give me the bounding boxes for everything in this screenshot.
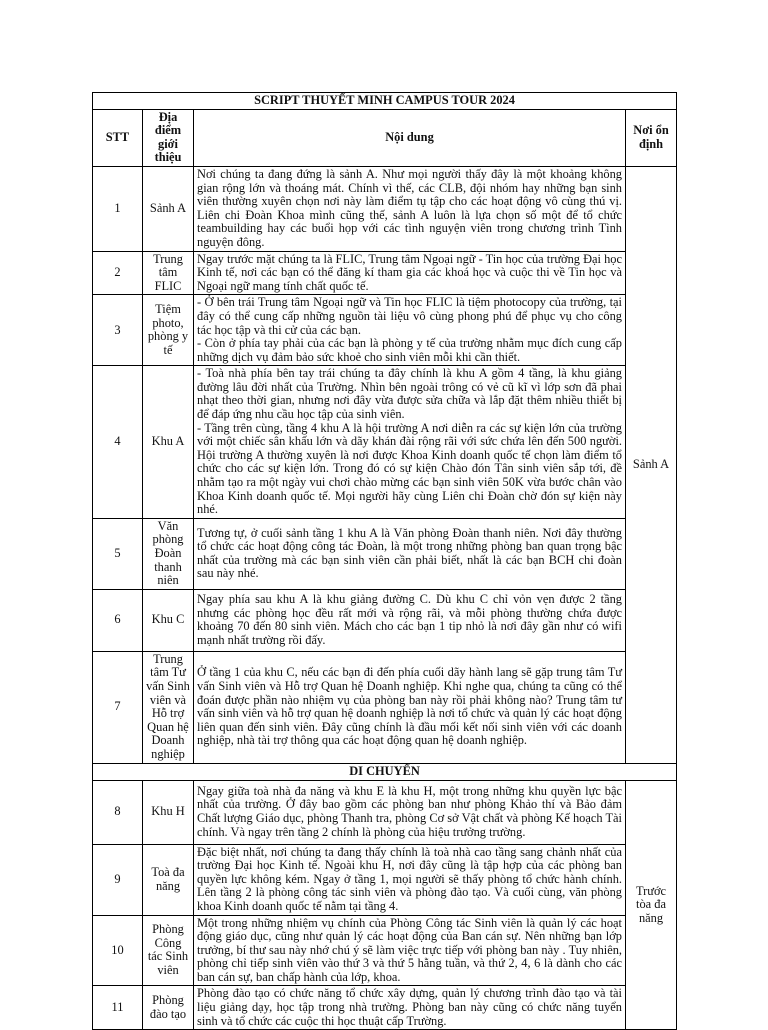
document-title: SCRIPT THUYẾT MINH CAMPUS TOUR 2024 bbox=[93, 93, 677, 110]
content-paragraph: - Toà nhà phía bên tay trái chúng ta đây chính là khu A gồm 4 tầng, là khu giảng đường lâu đời nhất của Trường. Nhìn bên ngoài trông có vẻ cũ kĩ vì lớp sơn đã phai nhạt theo thời gian, nhưng nơi đây vừa được sửa chữa và lắp đặt thêm nhiều thiết bị để đáp ứng nhu cầu học tập của sinh viên. bbox=[197, 366, 622, 422]
header-content: Nội dung bbox=[194, 109, 626, 166]
row-number: 3 bbox=[93, 295, 143, 366]
table-row bbox=[93, 166, 677, 251]
content-paragraph: - Ở bên trái Trung tâm Ngoại ngữ và Tin học FLIC là tiệm photocopy của trường, tại đây có thể cung cấp những nguồn tài liệu vô cùng phong phú để phục vụ cho công tác học tập và thi cử của các bạn. bbox=[197, 295, 622, 337]
row-place: Sảnh A bbox=[143, 166, 194, 251]
row-number: 10 bbox=[93, 915, 143, 986]
table-row bbox=[93, 518, 677, 589]
row-content bbox=[194, 651, 626, 763]
row-place: Khu A bbox=[143, 366, 194, 519]
row-number: 2 bbox=[93, 251, 143, 295]
table-row bbox=[93, 251, 677, 295]
row-place: Phòng đào tạo bbox=[143, 986, 194, 1030]
row-place: Khu H bbox=[143, 780, 194, 844]
header-place: Địa điểm giới thiệu bbox=[143, 109, 194, 166]
header-stt: STT bbox=[93, 109, 143, 166]
content-paragraph: Một trong những nhiệm vụ chính của Phòng Công tác Sinh viên là quản lý các hoạt động giáo dục, cũng như quản lý các hoạt động của Ban cán sự. Nên những bạn lớp trưởng, bí thư sau này nhớ chú ý sẽ làm việc trực tiếp với phòng ban này . Tuy nhiên, phòng chỉ tiếp sinh viên vào thứ 3 và thứ 5 hằng tuần, và thứ 2, 4, 6 là dành cho các ban cán sự, ban chấp hành của lớp, khoa. bbox=[197, 915, 622, 984]
row-content bbox=[194, 518, 626, 589]
row-place: Khu C bbox=[143, 589, 194, 651]
row-number: 5 bbox=[93, 518, 143, 589]
content-paragraph: Ngay trước mặt chúng ta là FLIC, Trung tâm Ngoại ngữ - Tin học của trường Đại học Kinh tế, nơi các bạn có thể đăng kí tham gia các khoá học và cuộc thi về Tin học và Ngoại ngữ mang tính chất quốc tế. bbox=[197, 251, 622, 293]
row-content bbox=[194, 295, 626, 366]
content-paragraph: Đặc biệt nhất, nơi chúng ta đang thấy chính là toà nhà cao tầng sang chảnh nhất của trường Đại học Kinh tế. Ngoài khu H, nơi đây cũng là tập hợp của các phòng ban quyền lực không kém. Ngay ở tầng 1, mọi người sẽ thấy phòng tổ chức hành chính. Lên tầng 2 là phòng công tác sinh viên và phòng đào tạo. Và cuối cùng, văn phòng khoa Kinh doanh quốc tế nằm tại tầng 4. bbox=[197, 844, 622, 913]
table-row bbox=[93, 915, 677, 986]
row-number: 1 bbox=[93, 166, 143, 251]
row-number: 11 bbox=[93, 986, 143, 1030]
content-paragraph: Nơi chúng ta đang đứng là sảnh A. Như mọi người thấy đây là một khoảng không gian rộng lớn và thoáng mát. Chính vì thế, các CLB, đội nhóm hay những bạn sinh viên thường xuyên chọn nơi này làm điểm tụ tập cho các hoạt động vô cùng thú vị. Liên chi Đoàn Khoa mình cũng thế, sảnh A luôn là lựa chọn số một để tổ chức teambuilding hay các buổi họp với các tình nguyện viên trong chương trình Tình nguyện đông. bbox=[197, 166, 622, 249]
content-paragraph: Ở tầng 1 của khu C, nếu các bạn đi đến phía cuối dãy hành lang sẽ gặp trung tâm Tư vấn Sinh viên và Hỗ trợ Quan hệ Doanh nghiệp. Khi nghe qua, chúng ta cũng có thể đoán được phần nào nhiệm vụ của phòng ban này rồi phải không nào? Trung tâm tư vấn sinh viên và hỗ trợ quan hệ doanh nghiệp là nơi tổ chức và quản lý các hoạt động liên quan đến sinh viên. Đây cũng chính là đầu mối kết nối sinh viên với các doanh nghiệp, nhà tài trợ thông qua các hoạt động quan hệ doanh nghiệp. bbox=[197, 665, 622, 748]
row-number: 6 bbox=[93, 589, 143, 651]
row-content bbox=[194, 915, 626, 986]
row-number: 7 bbox=[93, 651, 143, 763]
row-stop: Trước tòa đa năng bbox=[626, 780, 677, 1030]
content-paragraph: - Còn ở phía tay phải của các bạn là phòng y tế của trường nhằm mục đích cung cấp những dịch vụ đảm bảo sức khoẻ cho sinh viên mỗi khi cần thiết. bbox=[197, 336, 622, 364]
table-row bbox=[93, 844, 677, 915]
campus-tour-script-table bbox=[92, 92, 677, 1030]
row-place: Văn phòng Đoàn thanh niên bbox=[143, 518, 194, 589]
row-content bbox=[194, 366, 626, 519]
row-place: Tiệm photo, phòng y tế bbox=[143, 295, 194, 366]
header-stop: Nơi ổn định bbox=[626, 109, 677, 166]
row-stop: Sảnh A bbox=[626, 166, 677, 763]
content-paragraph: Ngay phía sau khu A là khu giảng đường C. Dù khu C chỉ vỏn vẹn được 2 tầng nhưng các phòng học đều rất mới và rộng rãi, và mỗi phòng thường chứa được khoảng 70 đến 80 sinh viên. Mách cho các bạn 1 tip nhỏ là nơi đây gần như có wifi mạnh nhất trường rồi đấy. bbox=[197, 592, 622, 647]
row-content bbox=[194, 844, 626, 915]
row-number: 9 bbox=[93, 844, 143, 915]
row-place: Toà đa năng bbox=[143, 844, 194, 915]
content-paragraph: - Tầng trên cùng, tầng 4 khu A là hội trường A nơi diễn ra các sự kiện lớn của trường với một chiếc sân khấu lớn và dãy khán đài rộng rãi với sức chứa lên đến 500 người. Hội trường A thường xuyên là nơi được Khoa Kinh doanh quốc tế chọn làm điểm tổ chức cho các sự kiện lớn. Trong đó có sự kiện Chào đón Tân sinh viên sắp tới, đề nhằm tạo ra một ngày vui chơi chào mừng các bạn sinh viên 50K vừa bước chân vào Khoa Kinh doanh quốc tế. Mọi người hãy cùng Liên chi Đoàn chờ đón sự kiện này nhé. bbox=[197, 420, 622, 517]
row-content bbox=[194, 166, 626, 251]
table-row bbox=[93, 986, 677, 1030]
row-content bbox=[194, 251, 626, 295]
row-content bbox=[194, 986, 626, 1030]
row-number: 4 bbox=[93, 366, 143, 519]
table-row bbox=[93, 651, 677, 763]
row-place: Trung tâm FLIC bbox=[143, 251, 194, 295]
table-row bbox=[93, 780, 677, 844]
content-paragraph: Phòng đào tạo có chức năng tổ chức xây dựng, quản lý chương trình đào tạo và tài liệu giảng dạy, học tập trong nhà trường. Phòng ban này cũng có chức năng tuyển sinh và tổ chức các cuộc thi học thuật cấp Trường. bbox=[197, 986, 622, 1028]
row-number: 8 bbox=[93, 780, 143, 844]
row-place: Phòng Công tác Sinh viên bbox=[143, 915, 194, 986]
table-row bbox=[93, 589, 677, 651]
content-paragraph: Ngay giữa toà nhà đa năng và khu E là khu H, một trong những khu quyền lực bậc nhất của trường. Ở đây bao gồm các phòng ban như phòng Khảo thí và Bảo đảm Chất lượng Giáo dục, phòng Thanh tra, phòng Cơ sở Vật chất và phòng Kế hoạch Tài chính. Và ngay trên tầng 2 chính là phòng của hiệu trưởng trường. bbox=[197, 783, 622, 839]
table-row bbox=[93, 366, 677, 519]
table-row bbox=[93, 295, 677, 366]
row-place: Trung tâm Tư vấn Sinh viên và Hỗ trợ Quan hệ Doanh nghiệp bbox=[143, 651, 194, 763]
section-label: DI CHUYỂN bbox=[93, 763, 677, 780]
content-paragraph: Tương tự, ở cuối sảnh tầng 1 khu A là Văn phòng Đoàn thanh niên. Nơi đây thường tổ chức các hoạt động công tác Đoàn, là một trong những phòng ban quan trọng bậc nhất của trường mà các bạn sinh viên cần phải biết, nhất là các bạn BCH chi đoàn sau này nhé. bbox=[197, 525, 622, 581]
section-row bbox=[93, 763, 677, 780]
row-content bbox=[194, 780, 626, 844]
row-content bbox=[194, 589, 626, 651]
